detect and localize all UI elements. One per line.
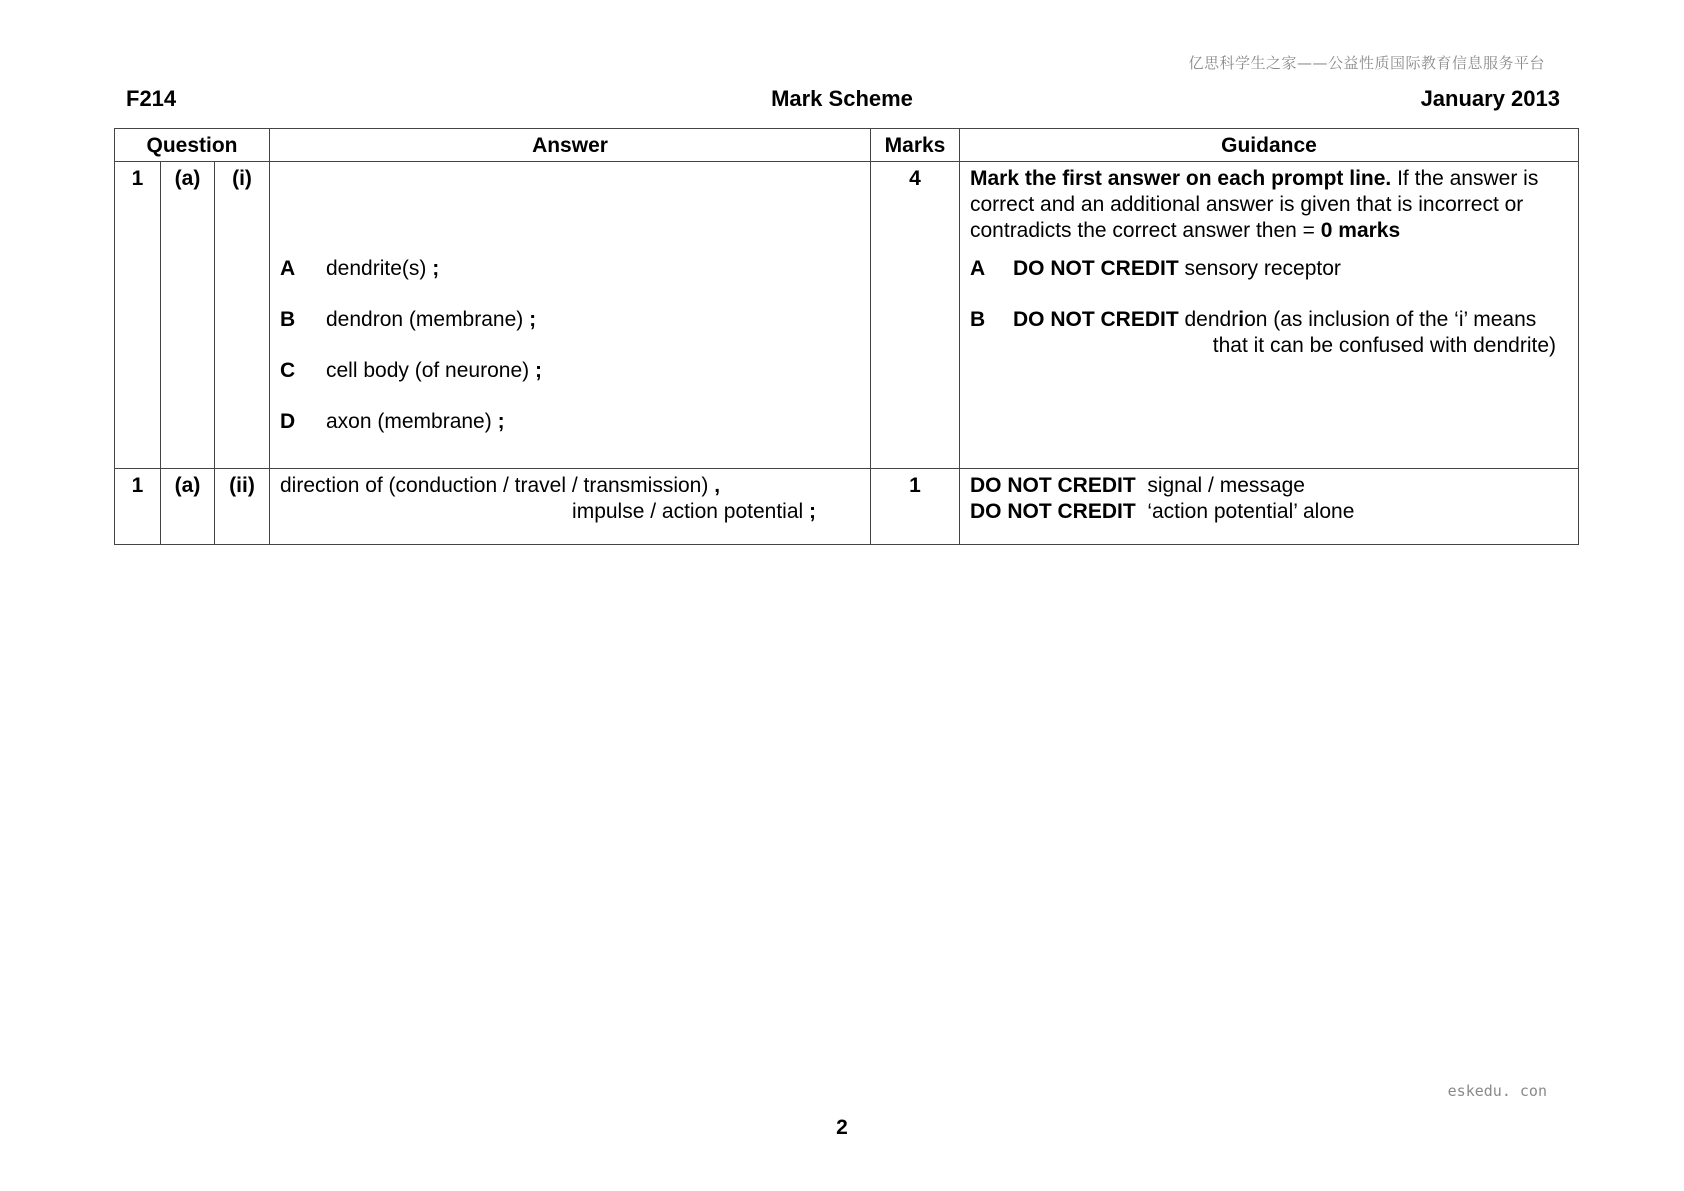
answer-text: cell body (of neurone) <box>326 359 535 382</box>
guidance-intro-bold-end: 0 marks <box>1320 219 1401 242</box>
guidance-intro <box>970 166 1568 244</box>
answer-mark: ; <box>529 308 537 331</box>
question-part: (a) <box>161 469 215 545</box>
answer-line-a <box>280 256 860 282</box>
question-subpart: (i) <box>215 162 270 469</box>
answer-letter: A <box>280 257 296 280</box>
answer-line-2 <box>280 499 860 525</box>
guidance-cell <box>960 469 1579 545</box>
paper-code: F214 <box>126 86 177 111</box>
guidance-bold: DO NOT CREDIT <box>970 474 1136 497</box>
guidance-letter: A <box>970 257 986 280</box>
marks-value: 1 <box>871 469 960 545</box>
table-row <box>115 469 1579 545</box>
marks-value: 4 <box>871 162 960 469</box>
question-number: 1 <box>115 162 161 469</box>
guidance-bold: DO NOT CREDIT <box>970 500 1136 523</box>
page-number: 2 <box>836 1116 848 1139</box>
answer-mark: , <box>714 474 721 497</box>
answer-mark: ; <box>809 500 816 523</box>
guidance-line-2 <box>970 499 1568 525</box>
guidance-line-a <box>970 256 1568 282</box>
answer-line-c <box>280 358 860 384</box>
guidance-text: signal / message <box>1135 474 1305 497</box>
answer-line-d <box>280 409 860 435</box>
document-title: Mark Scheme <box>771 86 913 111</box>
answer-letter: D <box>280 410 296 433</box>
guidance-cell <box>960 162 1579 469</box>
table-header-row <box>115 129 1579 162</box>
table-row <box>115 162 1579 469</box>
question-subpart: (ii) <box>215 469 270 545</box>
guidance-letter: B <box>970 308 986 331</box>
column-header-guidance: Guidance <box>960 129 1579 162</box>
guidance-bold: DO NOT CREDIT <box>1013 308 1179 331</box>
column-header-question: Question <box>115 129 270 162</box>
watermark-bottom: eskedu. con <box>1447 1082 1547 1100</box>
column-header-marks: Marks <box>871 129 960 162</box>
answer-letter: C <box>280 359 296 382</box>
column-header-answer: Answer <box>270 129 871 162</box>
answer-text: axon (membrane) <box>326 410 498 433</box>
answer-text: impulse / action potential <box>572 500 809 523</box>
guidance-text: ‘action potential’ alone <box>1135 500 1355 523</box>
answer-line-b <box>280 307 860 333</box>
answer-mark: ; <box>497 410 505 433</box>
answer-line-1 <box>280 473 860 499</box>
answer-text: dendrite(s) <box>326 257 433 280</box>
guidance-text: dendr <box>1178 308 1239 331</box>
answer-text: direction of (conduction / travel / transmission) <box>280 474 715 497</box>
exam-date: January 2013 <box>1420 86 1560 111</box>
guidance-line-b-continued: that it can be confused with dendrite) <box>1212 334 1556 357</box>
question-part: (a) <box>161 162 215 469</box>
answer-cell <box>270 162 871 469</box>
answer-mark: ; <box>534 359 542 382</box>
answer-text: dendron (membrane) <box>326 308 530 331</box>
watermark-top: 亿思科学生之家——公益性质国际教育信息服务平台 <box>1188 54 1545 72</box>
guidance-intro-text: If the answer is correct and an additional answer is given that is incorrect or contradicts the correct answer then = <box>970 167 1539 242</box>
guidance-line-1 <box>970 473 1568 499</box>
answer-mark: ; <box>432 257 440 280</box>
answer-letter: B <box>280 308 296 331</box>
guidance-bold: DO NOT CREDIT <box>1013 257 1179 280</box>
guidance-text-post: on (as inclusion of the ‘i’ means <box>1244 308 1537 331</box>
guidance-intro-bold: Mark the first answer on each prompt line. <box>970 167 1392 190</box>
question-number: 1 <box>115 469 161 545</box>
mark-scheme-table <box>114 128 1579 545</box>
guidance-text: sensory receptor <box>1178 257 1341 280</box>
answer-cell <box>270 469 871 545</box>
guidance-line-b <box>970 307 1568 333</box>
guidance-bold-i: i <box>1238 308 1245 331</box>
